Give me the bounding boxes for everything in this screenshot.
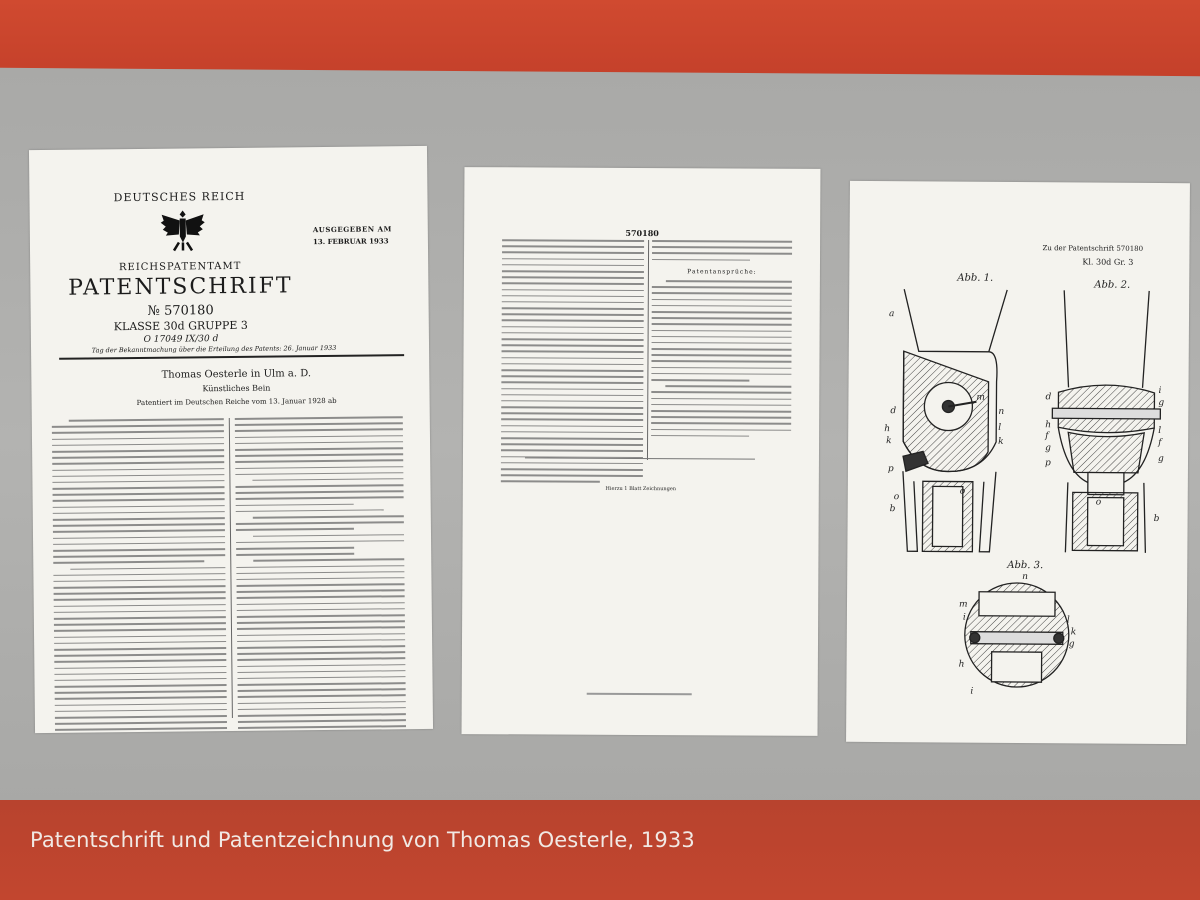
eagle-emblem-icon: [158, 204, 209, 255]
svg-text:h: h: [958, 659, 965, 670]
svg-text:o: o: [1095, 497, 1102, 508]
column-divider: [229, 418, 233, 718]
svg-text:d: d: [890, 406, 897, 417]
svg-text:k: k: [886, 436, 892, 447]
svg-text:n: n: [998, 406, 1005, 417]
svg-text:g: g: [1158, 397, 1165, 409]
svg-text:l: l: [1158, 425, 1162, 436]
page2-column-left: [501, 239, 644, 487]
header-rule: [59, 354, 404, 359]
column-left-text: [52, 418, 228, 733]
svg-text:h: h: [1045, 420, 1052, 431]
printer-imprint: [587, 693, 692, 696]
file-reference: O 17049 IX/30 d: [143, 334, 219, 345]
svg-text:i: i: [962, 612, 966, 623]
svg-text:d: d: [1045, 392, 1052, 403]
svg-text:g: g: [1045, 443, 1051, 454]
svg-text:b: b: [889, 504, 896, 515]
announcement-date: Tag der Bekanntmachung über die Erteilung des Patents: 26. Januar 1933: [91, 343, 337, 355]
svg-text:b: b: [1153, 513, 1160, 524]
realm-heading: DEUTSCHES REICH: [113, 189, 246, 205]
figure-3-label: Abb. 3.: [1007, 559, 1044, 572]
column-right-text: [235, 416, 407, 733]
claims-text: [651, 280, 792, 442]
svg-text:g: g: [1068, 639, 1075, 650]
svg-text:k: k: [1070, 627, 1077, 638]
invention-title: Künstliches Bein: [202, 383, 271, 394]
page2-column-right: [652, 240, 792, 265]
exhibit-caption: Patentschrift und Patentzeichnung von Thomas Oesterle, 1933: [30, 828, 695, 852]
figure-1-label: Abb. 1.: [957, 272, 994, 284]
inventor-line: Thomas Oesterle in Ulm a. D.: [161, 368, 312, 381]
svg-text:g: g: [1157, 453, 1164, 465]
svg-text:o: o: [893, 492, 900, 503]
page2-number: 570180: [625, 227, 659, 239]
svg-text:h: h: [884, 424, 891, 435]
office-heading: REICHSPATENTAMT: [118, 260, 242, 274]
patent-number: № 570180: [147, 303, 214, 319]
figure-2-label: Abb. 2.: [1094, 279, 1131, 291]
svg-text:m: m: [976, 392, 986, 403]
figure-3-cross-section: [964, 583, 1069, 688]
issued-date: 13. FEBRUAR 1933: [312, 236, 389, 247]
figure-2-knee-front: [1051, 290, 1161, 553]
svg-text:p: p: [887, 464, 894, 475]
svg-text:n: n: [1022, 572, 1029, 583]
patent-drawing: [846, 181, 1190, 744]
svg-text:i: i: [1158, 385, 1162, 396]
svg-text:f: f: [1045, 431, 1049, 442]
class-group: KLASSE 30d GRUPPE 3: [113, 318, 248, 334]
svg-text:o: o: [959, 486, 966, 497]
svg-text:l: l: [1066, 615, 1070, 626]
svg-text:k: k: [998, 436, 1004, 447]
svg-text:i: i: [970, 686, 974, 697]
svg-text:p: p: [1044, 458, 1051, 469]
doc-type-heading: PATENTSCHRIFT: [68, 273, 293, 301]
svg-text:a: a: [888, 309, 895, 320]
svg-text:m: m: [958, 599, 968, 610]
drawing-class: Kl. 30d Gr. 3: [1082, 257, 1134, 267]
page2-column-divider: [647, 240, 649, 460]
patent-page-1: [29, 146, 433, 733]
issued-label: AUSGEGEBEN AM: [312, 224, 392, 235]
svg-text:l: l: [998, 422, 1002, 433]
svg-text:f: f: [1158, 437, 1162, 449]
patent-page-2: [462, 167, 821, 736]
patented-since: Patentiert im Deutschen Reiche vom 13. Januar 1928 ab: [136, 396, 337, 407]
wall-top: [0, 0, 1200, 80]
patent-drawing-page: [846, 181, 1190, 744]
claims-title: Patentansprüche:: [687, 268, 757, 276]
drawings-note: Hierzu 1 Blatt Zeichnungen: [605, 485, 677, 493]
drawing-reference: Zu der Patentschrift 570180: [1042, 244, 1144, 253]
figure-1-knee-section: [902, 289, 1007, 552]
